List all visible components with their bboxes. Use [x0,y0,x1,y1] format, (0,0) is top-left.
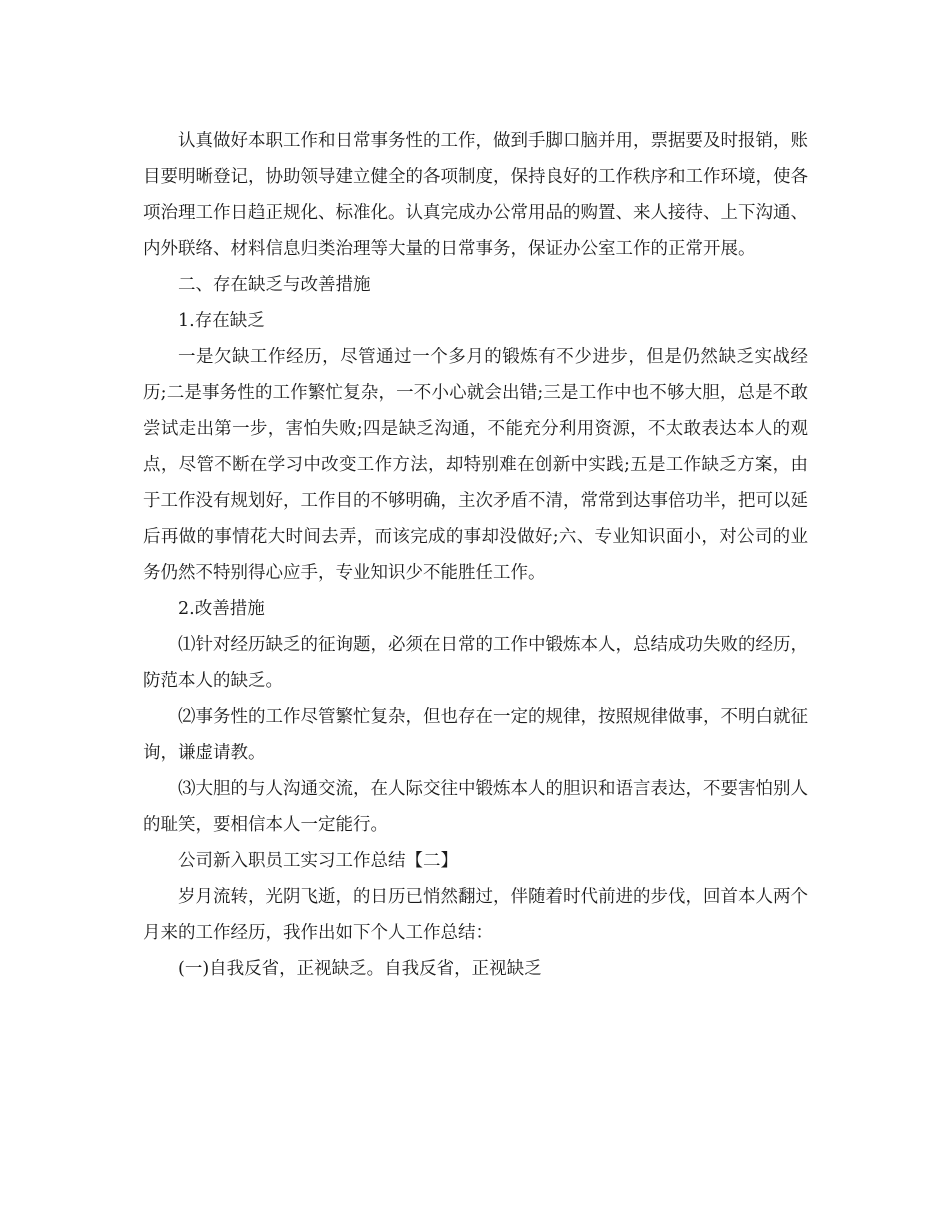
paragraph-daily-work: 认真做好本职工作和日常事务性的工作，做到手脚口脑并用，票据要及时报销，账目要明晰登记，协助领导建立健全的各项制度，保持良好的工作秩序和工作环境，使各项治理工作日趋正规化、标准化。认真完成办公常用品的购置、来人接待、上下沟通、内外联络、材料信息归类治理等大量的日常事务，保证办公室工作的正常开展。 [143,131,808,259]
paragraph-improvement-1: ⑴针对经历缺乏的征询题，必须在日常的工作中锻炼本人，总结成功失败的经历，防范本人的缺乏。 [143,635,808,691]
paragraph-summary-intro: 岁月流转，光阴飞逝，的日历已悄然翻过，伴随着时代前进的步伐，回首本人两个月来的工作经历，我作出如下个人工作总结： [143,887,808,943]
paragraph-self-reflection: (一)自我反省，正视缺乏。自我反省，正视缺乏 [178,959,542,979]
paragraph-improvement-2: ⑵事务性的工作尽管繁忙复杂，但也存在一定的规律，按照规律做事，不明白就征询，谦虚请教。 [143,707,808,763]
section-heading-shortcomings: 二、存在缺乏与改善措施 [178,275,371,295]
subheading-improvements: 2.改善措施 [178,599,265,619]
paragraph-improvement-3: ⑶大胆的与人沟通交流，在人际交往中锻炼本人的胆识和语言表达，不要害怕别人的耻笑，要相信本人一定能行。 [143,779,808,835]
section-title-summary-two: 公司新入职员工实习工作总结【二】 [178,851,458,871]
paragraph-shortcomings-list: 一是欠缺工作经历，尽管通过一个多月的锻炼有不少进步，但是仍然缺乏实战经历;二是事务性的工作繁忙复杂，一不小心就会出错;三是工作中也不够大胆，总是不敢尝试走出第一步，害怕失败;四是缺乏沟通，不能充分利用资源，不太敢表达本人的观点，尽管不断在学习中改变工作方法，却特别难在创新中实践;五是工作缺乏方案，由于工作没有规划好，工作目的不够明确，主次矛盾不清，常常到达事倍功半，把可以延后再做的事情花大时间去弄，而该完成的事却没做好;六、专业知识面小，对公司的业务仍然不特别得心应手，专业知识少不能胜任工作。 [143,347,808,583]
document-body [143,123,808,987]
subheading-shortcomings: 1.存在缺乏 [178,311,265,331]
